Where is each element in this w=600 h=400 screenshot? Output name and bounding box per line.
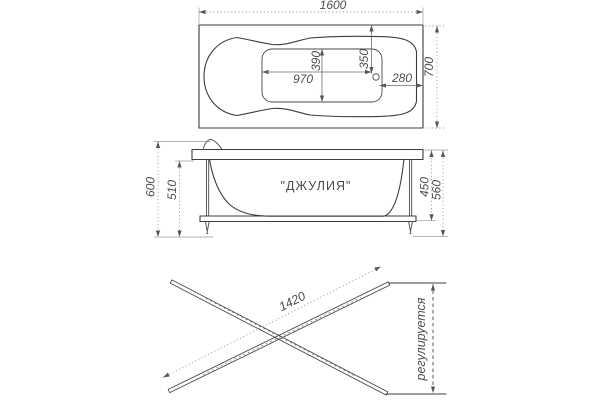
frame-view (163, 267, 446, 396)
dim-line-1420 (163, 267, 381, 378)
side-headrest-peak (203, 139, 222, 149)
dim-label-length: 1600 (319, 0, 347, 12)
drain-hole (373, 74, 379, 80)
side-foot-tip (410, 232, 412, 234)
dim-label-drain-end: 280 (391, 71, 413, 85)
dim-label-under-rim: 510 (165, 179, 179, 201)
side-foot-tip (206, 232, 208, 234)
dim-label-drain-from-edge: 350 (357, 48, 371, 70)
dim-label-width: 700 (422, 56, 436, 78)
dim-label-depth: 450 (417, 176, 432, 198)
dim-label-height-frame: 560 (429, 179, 444, 201)
dim-label-basin-width: 390 (309, 50, 323, 72)
plan-view (199, 0, 446, 128)
adjustable-note-label: регулируется (414, 297, 428, 381)
side-foot-right (409, 222, 413, 232)
dim-label-height-total: 600 (143, 176, 158, 198)
frame-bar-b (170, 280, 388, 395)
side-rim (192, 150, 423, 160)
side-bottom-frame (200, 216, 416, 222)
dim-label-bar-length: 1420 (276, 288, 308, 314)
side-foot-left (205, 222, 209, 232)
side-view (144, 139, 449, 237)
model-name-label: "ДЖУЛИЯ" (280, 179, 352, 193)
dim-label-basin-length: 970 (292, 72, 314, 86)
